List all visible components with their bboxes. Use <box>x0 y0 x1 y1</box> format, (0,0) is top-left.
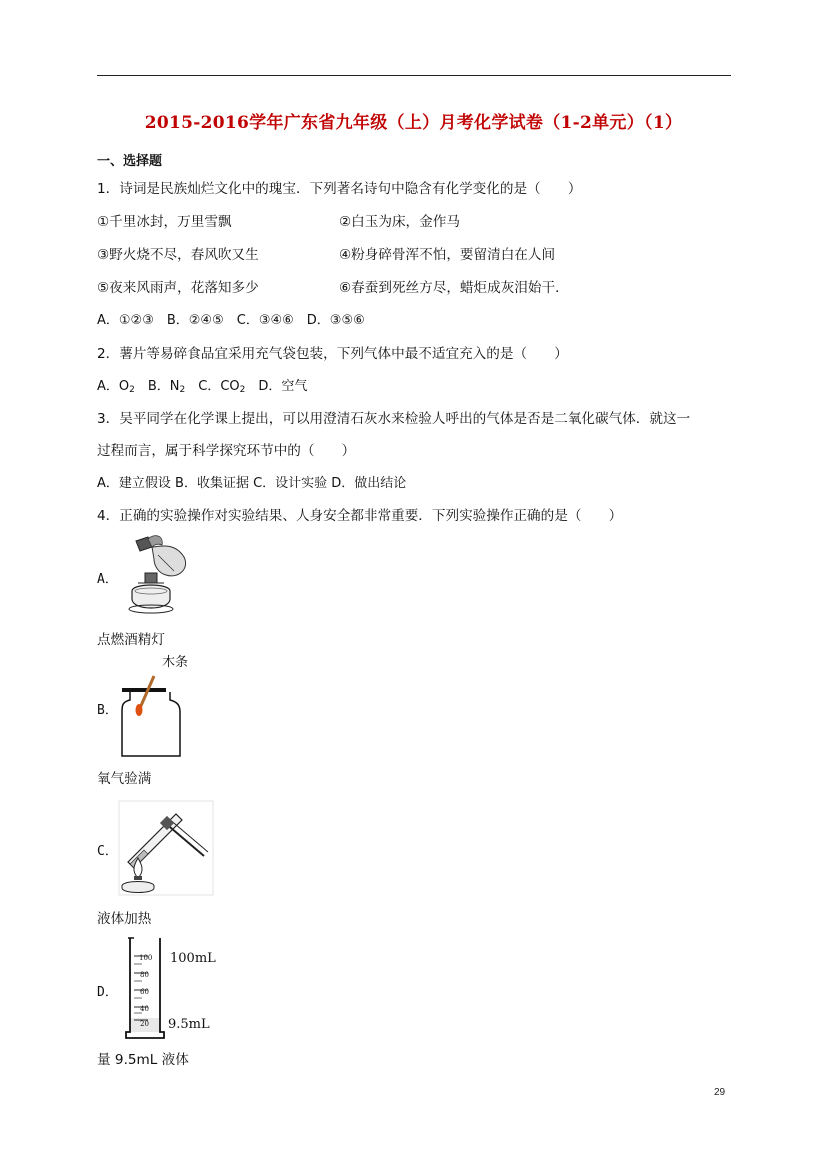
q2-option-c: C．CO <box>185 379 240 394</box>
tick-label-20: 20 <box>140 1020 149 1028</box>
tick-label-40: 40 <box>140 1005 149 1013</box>
liquid-heating-figure <box>118 800 214 896</box>
q4-label-d: D． <box>97 985 118 1000</box>
alcohol-lamp-lighting-figure <box>118 533 194 619</box>
q1-options: A．①②③ B．②④⑤ C．③④⑥ D．③⑤⑥ <box>97 313 365 328</box>
q1-poem-2: ②白玉为床，金作马 <box>339 214 460 230</box>
tick-label-80: 80 <box>140 971 149 979</box>
wood-strip-label: 木条 <box>162 655 189 670</box>
q3-options: A．建立假设 B．收集证据 C．设计实验 D．做出结论 <box>97 476 407 491</box>
section-heading: 一、选择题 <box>97 154 163 169</box>
tick-label-60: 60 <box>140 988 149 996</box>
q2-options <box>97 378 307 399</box>
q2-option-d: D．空气 <box>245 379 308 394</box>
q4-label-a: A． <box>97 572 118 587</box>
q1-poem-4: ④粉身碎骨浑不怕，要留清白在人间 <box>339 247 556 263</box>
q1-poem-6: ⑥春蚕到死丝方尽，蜡炬成灰泪始干． <box>339 280 569 296</box>
q2-option-a: A．O <box>97 379 130 394</box>
q3-stem-line1: 3．吴平同学在化学课上提出，可以用澄清石灰水来检验人呼出的气体是否是二氧化碳气体．就这一 <box>97 411 691 427</box>
q2-option-b: B．N <box>134 379 180 394</box>
q2-stem: 2．薯片等易碎食品宜采用充气袋包装，下列气体中最不适宜充入的是（ ） <box>97 346 568 362</box>
q4-stem: 4．正确的实验操作对实验结果、人身安全都非常重要．下列实验操作正确的是（ ） <box>97 508 623 524</box>
page-number: 29 <box>714 1087 726 1098</box>
q4-label-b: B． <box>97 703 118 718</box>
q3-stem-line2: 过程而言，属于科学探究环节中的（ ） <box>97 443 356 459</box>
q4-caption-b: 氧气验满 <box>97 771 152 787</box>
header-rule <box>97 75 731 76</box>
q1-poem-1: ①千里冰封，万里雪飘 <box>97 214 232 230</box>
oxygen-test-figure <box>118 650 196 760</box>
q4-label-c: C． <box>97 844 118 859</box>
graduated-cylinder-figure <box>118 934 218 1044</box>
q2-sub-a: 2 <box>129 385 135 395</box>
q1-poem-5: ⑤夜来风雨声，花落知多少 <box>97 280 259 296</box>
tick-label-100: 100 <box>139 954 153 962</box>
q2-sub-c: 2 <box>239 385 246 395</box>
q1-stem: 1．诗词是民族灿烂文化中的瑰宝．下列著名诗句中隐含有化学变化的是（ ） <box>97 181 582 197</box>
q4-caption-d: 量 9.5mL 液体 <box>97 1052 189 1068</box>
volume-label: 9.5mL <box>168 1017 210 1032</box>
q2-sub-b: 2 <box>179 385 186 395</box>
capacity-label: 100mL <box>170 951 216 966</box>
page-title: 2015-2016学年广东省九年级（上）月考化学试卷（1-2单元）（1） <box>144 113 683 133</box>
q1-poem-3: ③野火烧不尽，春风吹又生 <box>97 247 259 263</box>
q4-caption-a: 点燃酒精灯 <box>97 632 165 648</box>
q4-caption-c: 液体加热 <box>97 911 152 927</box>
